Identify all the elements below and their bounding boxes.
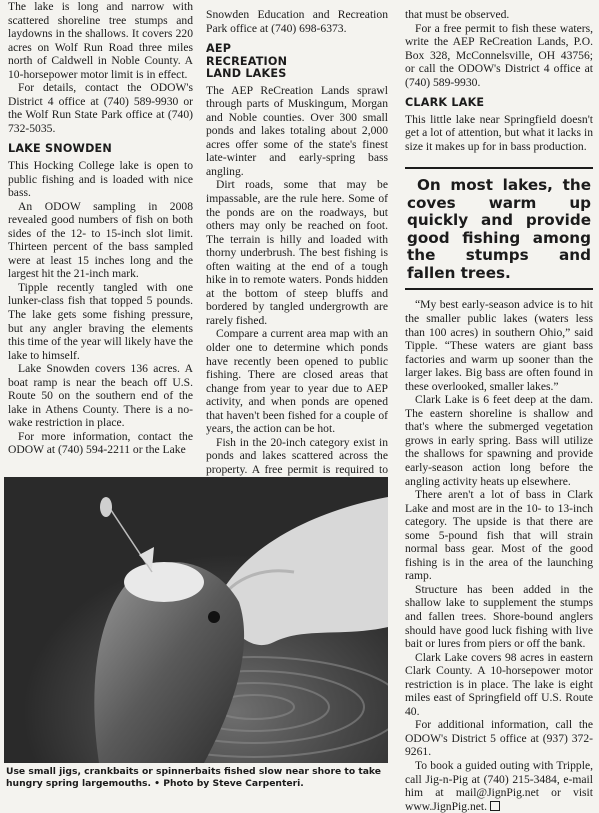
section-heading-lake-snowden: LAKE SNOWDEN (8, 142, 112, 156)
paragraph: “My best early-season advice is to hit the smaller public lakes (waters less than 100 acres) in southern Ohio,” said Tipple. “These waters are giant bass factories and warm up sooner than the larger lakes. Big bass are often found in these overlooked, smaller lakes.” (405, 298, 593, 393)
column-3 (405, 8, 593, 813)
paragraph: This Hocking College lake is open to public fishing and is loaded with nice bass. (8, 158, 193, 200)
paragraph: An ODOW sampling in 2008 revealed good numbers of fish on both sides of the 12- to 15-inch slot limit. Thirteen percent of the bass sampled were at least 15 inches long and the largest hit the 21-inch mark. (8, 199, 193, 281)
end-mark-icon (490, 801, 500, 811)
paragraph: There aren't a lot of bass in Clark Lake and most are in the 10- to 13-inch category. The upside is that there are some 5-pound fish that will strain normal bass gear. Most of the good fishing is in the area of the launching ramp. (405, 488, 593, 583)
paragraph-text: To book a guided outing with Tripple, call Jig-n-Pig at (740) 215-3484, e-mail him at mail@JignPig.net or visit www.JignPig.net. (405, 759, 593, 813)
bass-in-hand-image (4, 477, 388, 763)
paragraph: Structure has been added in the shallow lake to supplement the stumps and fallen trees. Shore-bound anglers should have good luck fishing with live bait or lures from piers or off the bank. (405, 582, 593, 651)
paragraph: Clark Lake is 6 feet deep at the dam. The eastern shoreline is shallow and that's where the submerged vegetation grows in early spring. Bass will utilize the shallows for spawning and provide early-season action long before the angling activity heats up elsewhere. (405, 393, 593, 488)
paragraph: Clark Lake covers 98 acres in eastern Clark County. A 10-horsepower motor restriction is in place. The lake is eight miles east of Springfield off U.S. Route 40. (405, 650, 593, 718)
paragraph: Dirt roads, some that may be impassable, are the rule here. Some of the ponds are on the roadways, but others may only be reached on foot. The terrain is hilly and loaded with thorny underbrush. The best fishing is often waiting at the end of a tough hike in to remote waters. Ponds hidden at the bottom of steep bluffs and bordered by tangled undergrowth are rarely fished. (206, 178, 388, 327)
section-heading-clark-lake: CLARK LAKE (405, 96, 485, 110)
column-1 (8, 0, 193, 457)
paragraph: Compare a current area map with an older one to determine which ponds have recently been opened to public fishing. There are closed areas that change from year to year due to AEP activity, and when ponds are opened that haven't been fished for a couple of years, the action can be hot. (206, 327, 388, 436)
photo-caption: Use small jigs, crankbaits or spinnerbaits fished slow near shore to take hungry spring largemouths. • Photo by Steve Carpenteri. (6, 766, 382, 789)
paragraph: The AEP ReCreation Lands sprawl through parts of Muskingum, Morgan and Noble counties. Over 300 small ponds and lakes totaling about 2,000 acres offer some of the state's finest late-winter and early-spring bass angling. (206, 83, 388, 178)
paragraph: This little lake near Springfield doesn't get a lot of attention, but what it lacks in size it makes up for in bass production. (405, 112, 593, 153)
column-2 (206, 8, 388, 517)
paragraph: Snowden Education and Recreation Park office at (740) 698-6373. (206, 8, 388, 35)
paragraph: Fish in the 20-inch category exist in ponds and lakes scattered across the property. A free permit is required to (206, 435, 388, 476)
paragraph: For additional information, call the ODOW's District 5 office at (937) 372-9261. (405, 718, 593, 759)
paragraph (405, 759, 593, 813)
paragraph: For a free permit to fish these waters, write the AEP ReCreation Lands, P.O. Box 328, McConnelsville, OH 43756; or call the ODOW's District 4 office at (740) 589-9930. (405, 21, 593, 89)
paragraph: Lake Snowden covers 136 acres. A boat ramp is near the beach off U.S. Route 50 on the southern end of the lake in Athens County. There is a no-wake restriction in place. (8, 362, 193, 430)
pull-quote: On most lakes, the coves warm up quickly and provide good fishing among the stumps and fallen trees. (407, 176, 591, 282)
section-heading-aep-lakes: AEP RECREATION LAND LAKES (206, 42, 288, 81)
paragraph: Tipple recently tangled with one lunker-class fish that topped 5 pounds. The lake gets some fishing pressure, but any angler braving the elements this time of the year will likely have the lake to himself. (8, 280, 193, 362)
paragraph: For more information, contact the ODOW at (740) 594-2211 or the Lake (8, 429, 193, 457)
pull-quote-rule-top (405, 167, 593, 169)
paragraph: For details, contact the ODOW's District 4 office at (740) 589-9930 or the Wolf Run State Park office at (740) 732-5035. (8, 81, 193, 135)
paragraph: The lake is long and narrow with scattered shoreline tree stumps and laydowns in the shallows. It covers 220 acres on Wolf Run Road three miles north of Caldwell in Noble County. A 10-horsepower motor limit is in effect. (8, 0, 193, 81)
paragraph: that must be observed. (405, 8, 510, 21)
pull-quote-rule-bottom (405, 288, 593, 290)
fish-photo (4, 477, 388, 763)
